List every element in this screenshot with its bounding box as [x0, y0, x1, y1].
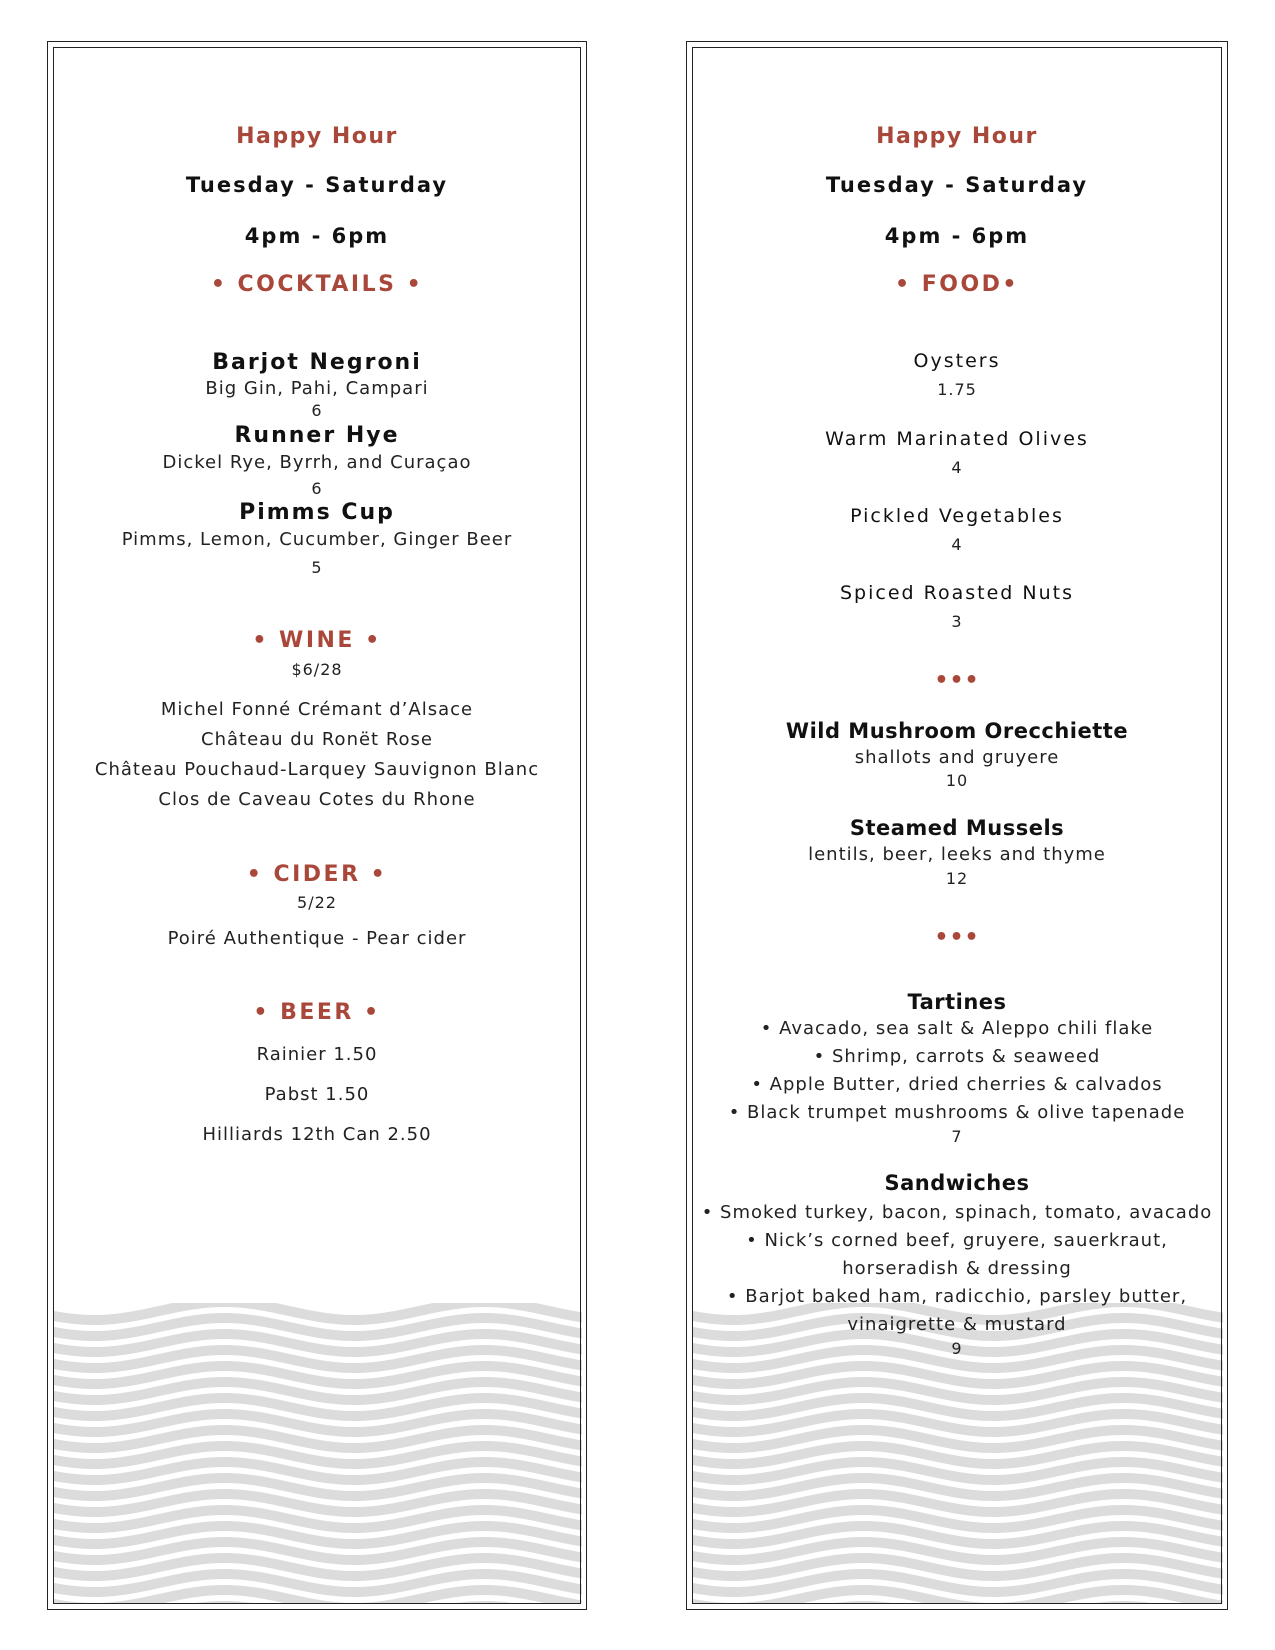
cocktails-heading: • COCKTAILS •	[210, 272, 424, 297]
tartine-line: • Avacado, sea salt & Aleppo chili flake	[760, 1018, 1154, 1039]
wave-pattern-decoration	[54, 1303, 582, 1603]
hours-label: 4pm - 6pm	[884, 224, 1030, 248]
cocktail-name: Barjot Negroni	[212, 350, 422, 375]
wine-heading: • WINE •	[252, 628, 382, 653]
beer-item: Hilliards 12th Can 2.50	[202, 1124, 432, 1145]
beer-heading: • BEER •	[253, 1000, 381, 1025]
cocktail-description: Pimms, Lemon, Cucumber, Ginger Beer	[121, 529, 513, 550]
cocktail-price: 6	[311, 479, 323, 498]
tartine-line: • Apple Butter, dried cherries & calvados	[751, 1074, 1163, 1095]
cocktails-menu-panel	[47, 41, 587, 1610]
separator-dots: •••	[934, 925, 980, 950]
snack-price: 1.75	[937, 380, 977, 399]
snack-name: Warm Marinated Olives	[825, 428, 1089, 450]
cider-item: Poiré Authentique - Pear cider	[167, 928, 467, 949]
cocktail-description: Dickel Rye, Byrrh, and Curaçao	[162, 452, 472, 473]
separator-dots: •••	[934, 668, 980, 693]
tartine-line: • Shrimp, carrots & seaweed	[813, 1046, 1101, 1067]
plate-price: 10	[945, 771, 969, 790]
food-heading: • FOOD•	[895, 272, 1019, 297]
cocktail-price: 6	[311, 401, 323, 420]
sandwich-line: vinaigrette & mustard	[847, 1314, 1067, 1335]
cocktail-name: Runner Hye	[234, 423, 400, 448]
cocktail-description: Big Gin, Pahi, Campari	[205, 378, 429, 399]
days-label: Tuesday - Saturday	[185, 173, 449, 197]
beer-item: Rainier 1.50	[256, 1044, 378, 1065]
food-menu-panel	[686, 41, 1228, 1610]
plate-name: Steamed Mussels	[849, 816, 1065, 840]
wine-item: Château du Ronët Rose	[201, 729, 433, 750]
tartines-title: Tartines	[907, 990, 1007, 1014]
days-label: Tuesday - Saturday	[825, 173, 1089, 197]
tartine-line: • Black trumpet mushrooms & olive tapenade	[728, 1102, 1186, 1123]
wine-item: Michel Fonné Crémant d’Alsace	[160, 699, 474, 720]
plate-price: 12	[945, 869, 969, 888]
cocktail-name: Pimms Cup	[239, 500, 395, 525]
wine-item: Clos de Caveau Cotes du Rhone	[158, 789, 476, 810]
wine-item: Château Pouchaud-Larquey Sauvignon Blanc	[94, 759, 540, 780]
cider-heading: • CIDER •	[246, 862, 388, 887]
snack-price: 3	[951, 612, 963, 631]
tartines-price: 7	[951, 1127, 963, 1146]
snack-price: 4	[951, 535, 963, 554]
sandwich-line: horseradish & dressing	[842, 1258, 1072, 1279]
happy-hour-title: Happy Hour	[876, 124, 1038, 149]
beer-item: Pabst 1.50	[264, 1084, 370, 1105]
snack-name: Spiced Roasted Nuts	[840, 582, 1074, 604]
wine-price: $6/28	[291, 660, 343, 679]
cocktail-price: 5	[311, 558, 323, 577]
sandwich-line: • Barjot baked ham, radicchio, parsley butter,	[726, 1286, 1188, 1307]
snack-price: 4	[951, 458, 963, 477]
plate-name: Wild Mushroom Orecchiette	[785, 719, 1129, 743]
sandwiches-title: Sandwiches	[884, 1171, 1030, 1195]
happy-hour-title: Happy Hour	[236, 124, 398, 149]
sandwiches-price: 9	[951, 1339, 963, 1358]
snack-name: Oysters	[913, 350, 1001, 372]
sandwich-line: • Nick’s corned beef, gruyere, sauerkraut,	[746, 1230, 1168, 1251]
plate-description: shallots and gruyere	[854, 747, 1060, 768]
plate-description: lentils, beer, leeks and thyme	[808, 844, 1106, 865]
sandwich-line: • Smoked turkey, bacon, spinach, tomato, avacado	[701, 1202, 1213, 1223]
snack-name: Pickled Vegetables	[850, 505, 1064, 527]
hours-label: 4pm - 6pm	[244, 224, 390, 248]
cider-price: 5/22	[297, 893, 337, 912]
